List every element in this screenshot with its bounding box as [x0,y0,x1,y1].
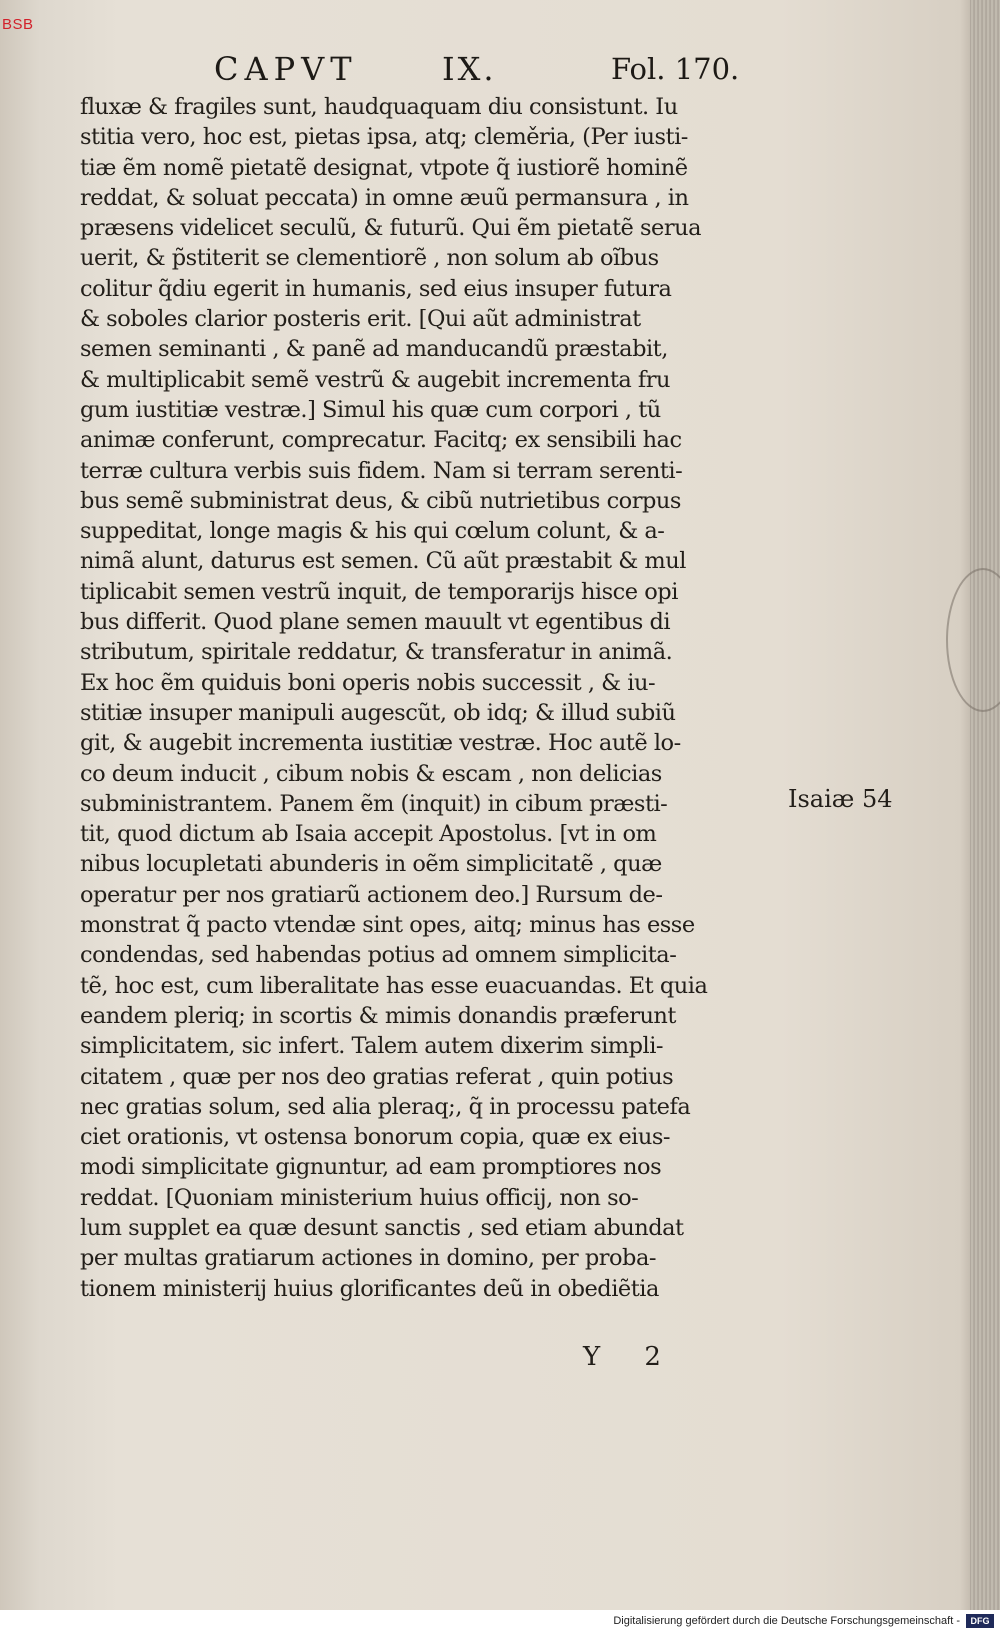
text-line: Ex hoc ẽm quiduis boni operis nobis successit , & iu- [80,669,656,696]
running-head [214,50,744,94]
ring-mark [946,568,1000,712]
body-text [80,92,780,1304]
text-line: nimã alunt, daturus est semen. Cũ aũt præstabit & mul [80,548,686,575]
dfg-logo: DFG [966,1614,994,1628]
text-line: nibus locupletati abunderis in oẽm simplicitatẽ , quæ [80,851,662,878]
text-line: simplicitatem, sic infert. Talem autem dixerim simpli- [80,1033,663,1060]
text-line: & multiplicabit semẽ vestrũ & augebit incrementa fru [80,366,671,393]
text-line: lum supplet ea quæ desunt sanctis , sed etiam abundat [80,1214,684,1241]
text-line: bus differit. Quod plane semen mauult vt egentibus di [80,609,671,636]
text-line: semen seminanti , & panẽ ad manducandũ præstabit, [80,336,668,363]
text-line: tiplicabit semen vestrũ inquit, de temporarijs hisce opi [80,578,678,605]
chapter-number: IX. [442,50,497,88]
text-line: ciet orationis, vt ostensa bonorum copia, quæ ex eius- [80,1124,670,1151]
marginal-note: Isaiæ 54 [788,785,893,813]
text-line: git, & augebit incrementa iustitiæ vestræ. Hoc autẽ lo- [80,730,681,757]
text-line: tiæ ẽm nomẽ pietatẽ designat, vtpote q̃ iustiorẽ hominẽ [80,154,688,181]
text-line: colitur q̃diu egerit in humanis, sed eius insuper futura [80,275,672,302]
text-line: tẽ, hoc est, cum liberalitate has esse euacuandas. Et quia [80,972,708,999]
text-line: suppeditat, longe magis & his qui cœlum colunt, & a- [80,518,665,545]
text-line: condendas, sed habendas potius ad omnem simplicita- [80,942,677,969]
signature-mark: Y 2 [583,1342,679,1372]
text-line: fluxæ & fragiles sunt, haudquaquam diu consistunt. Iu [80,94,678,120]
text-line: terræ cultura verbis suis fidem. Nam si terram serenti- [80,457,683,484]
text-line: stitiæ insuper manipuli augescũt, ob idq; & illud subiũ [80,699,676,726]
text-line: per multas gratiarum actiones in domino, per proba- [80,1245,656,1272]
text-line: subministrantem. Panem ẽm (inquit) in cibum præsti- [80,790,668,817]
text-line: tit, quod dictum ab Isaia accepit Apostolus. [vt in om [80,821,657,848]
text-line: citatem , quæ per nos deo gratias referat , quin potius [80,1063,674,1090]
footer-credit: Digitalisierung gefördert durch die Deutsche Forschungsgemeinschaft - [613,1615,960,1627]
text-line: modi simplicitate gignuntur, ad eam promptiores nos [80,1154,662,1181]
text-line: & soboles clarior posteris erit. [Qui aũt administrat [80,306,641,333]
text-line: operatur per nos gratiarũ actionem deo.] Rursum de- [80,881,663,908]
text-line: eandem pleriq; in scortis & mimis donandis præferunt [80,1002,676,1029]
text-line: animæ conferunt, comprecatur. Facitq; ex sensibili hac [80,427,682,454]
text-line: bus semẽ subministrat deus, & cibũ nutrietibus corpus [80,487,681,514]
text-line: co deum inducit , cibum nobis & escam , non delicias [80,760,662,787]
text-line: gum iustitiæ vestræ.] Simul his quæ cum corpori , tũ [80,396,661,423]
footer [0,1610,1000,1634]
text-line: nec gratias solum, sed alia pleraq;, q̃ in processu patefa [80,1093,691,1120]
running-head-title: CAPVT [214,50,358,88]
folio-number: Fol. 170. [611,52,740,86]
text-line: uerit, & p̃stiterit se clementiorẽ , non solum ab oĩbus [80,245,659,272]
text-line: reddat. [Quoniam ministerium huius officij, non so- [80,1184,639,1211]
text-line: stitia vero, hoc est, pietas ipsa, atq; cleměria, (Per iusti- [80,124,688,151]
text-line: tionem ministerij huius glorificantes deũ in obediẽtia [80,1275,659,1302]
fore-edge [970,0,1000,1610]
text-line: reddat, & soluat peccata) in omne æuũ permansura , in [80,184,689,211]
text-line: monstrat q̃ pacto vtendæ sint opes, aitq; minus has esse [80,912,695,939]
text-line: stributum, spiritale reddatur, & transferatur in animã. [80,639,673,666]
library-stamp: BSB [2,16,34,33]
text-line: præsens videlicet seculũ, & futurũ. Qui ẽm pietatẽ serua [80,215,702,242]
